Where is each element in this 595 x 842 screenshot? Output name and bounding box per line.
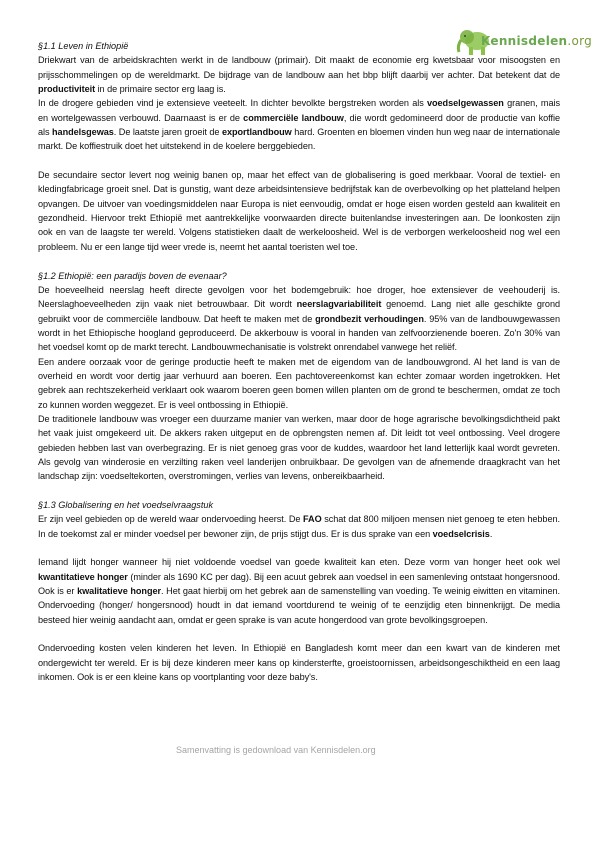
paragraph bbox=[38, 168, 560, 254]
paragraph bbox=[38, 283, 560, 355]
text-run: Driekwart van de arbeidskrachten werkt in de landbouw (primair). Dit maakt de economie erg kwetsbaar voor misoogsten en prijsschommelingen op de wereldmarkt. De bijdrage van de landbouw aan het bbp blijft daarbij ver achter. Dat betekent dat de bbox=[38, 55, 560, 80]
text-run: . 95% van de landbouwgewassen wordt in het Ethiopische hoogland geproduceerd. De akkerbouw is vooral in handen van zelfvoorzienende boeren. Zo'n 30% van het voedsel komt op de markt terecht. Landbouwmechanisatie is volstrekt onrendabel vanwege het reliëf. bbox=[38, 313, 560, 353]
document-body bbox=[38, 39, 560, 684]
paragraph bbox=[38, 512, 560, 541]
bold-term: productiviteit bbox=[38, 84, 96, 95]
paragraph bbox=[38, 641, 560, 684]
bold-term: voedselcrisis bbox=[432, 528, 490, 539]
text-run: De hoeveelheid neerslag heeft directe gevolgen voor het bodemgebruik: hoe droger, hoe extensiever de veehouderij is. Neerslaghoeveelheden zijn vaak niet betrouwbaar. Dit wordt bbox=[38, 284, 560, 310]
paragraph bbox=[38, 53, 560, 96]
bold-term: FAO bbox=[303, 514, 322, 525]
paragraph-gap bbox=[38, 154, 560, 168]
download-watermark: Samenvatting is gedownload van Kennisdelen.org bbox=[176, 745, 376, 755]
text-run: Een andere oorzaak voor de geringe productie heeft te maken met de eigendom van de landbouwgrond. Al het land is van de overheid en wordt voor dertig jaar verhuurd aan boeren. Een pachtovereenkomst kan echter zomaar worden ingetrokken. Het gebrek aan rechtszekerheid verklaart ook waarom boeren geen bomen willen planten om de grond te beschermen, omdat ze toch zo kunnen worden weggezet. Er is veel ontbossing in Ethiopië. bbox=[38, 356, 560, 410]
text-run: De secundaire sector levert nog weinig banen op, maar het effect van de globalisering is goed merkbaar. Vooral de textiel- en kledingfabricage groeit snel. Dat is gunstig, want deze arbeidsintensieve bedrijfstak kan de overbevolking op het platteland helpen opvangen. De uitvoer van voedingsmiddelen naar Europa is niet eenvoudig, omdat er hoge eisen worden gesteld aan kwaliteit en gezondheid. Hiervoor trekt Ethiopië met aantrekkelijke voorwaarden directe buitenlandse investeringen aan. De loonkosten zijn ook en van de laagste ter wereld. Volgens statistieken daalt de werkeloosheid. Wel is de verborgen werkeloosheid nog wel een probleem. Nu er een lange tijd weer vrede is, neemt het aantal toeristen wel toe. bbox=[38, 170, 560, 252]
text-run: In de drogere gebieden vind je extensieve veeteelt. In dichter bevolkte bergstreken worden als bbox=[38, 98, 427, 109]
bold-term: kwantitatieve honger bbox=[38, 571, 128, 582]
text-run: (minder als 1690 KC per dag). Bij een acuut gebrek aan voedsel in een samenleving ontstaat hongersnood. Ook is er bbox=[38, 571, 561, 597]
paragraph bbox=[38, 96, 560, 153]
bold-term: kwalitatieve honger bbox=[77, 586, 162, 597]
paragraph bbox=[38, 412, 560, 484]
section-heading: §1.2 Ethiopië: een paradijs boven de evenaar? bbox=[38, 270, 227, 281]
text-run: granen, mais en wortelgewassen verbouwd. Daarnaast is er de bbox=[38, 98, 560, 123]
text-run: Er zijn veel gebieden op de wereld waar ondervoeding heerst. De bbox=[38, 514, 304, 525]
text-run: in de primaire sector erg laag is. bbox=[95, 84, 226, 95]
section-heading: §1.1 Leven in Ethiopië bbox=[38, 41, 129, 51]
bold-term: handelsgewas bbox=[52, 127, 114, 138]
paragraph bbox=[38, 555, 560, 627]
text-run: . De laatste jaren groeit de bbox=[113, 127, 222, 138]
paragraph-gap bbox=[38, 627, 560, 641]
paragraph bbox=[38, 355, 560, 412]
text-run: Iemand lijdt honger wanneer hij niet voldoende voedsel van goede kwaliteit kan eten. Deze vorm van honger heet ook wel bbox=[38, 557, 560, 568]
logo-text-tld: .org bbox=[567, 34, 593, 48]
bold-term: commerciële landbouw bbox=[243, 112, 344, 123]
paragraph-gap bbox=[38, 541, 560, 555]
text-run: . bbox=[489, 528, 493, 539]
text-run: De traditionele landbouw was vroeger een duurzame manier van werken, maar door de hoge agrarische bevolkingsdichtheid pakt het vaak juist omgekeerd uit. De akkers raken uitgeput en de opbrengsten nemen af. Dit leidt tot veel ontbossing. Veel drogere gebieden hebben last van overbegrazing. Er is niet genoeg gras voor de kuddes, waardoor het land letterlijk kaal wordt gevreten. Als gevolg van winderosie en verzilting raken veel landerijen onbruikbaar. De gevolgen van de afnemende draagkracht van het landschap zijn: voedseltekorten, overstromingen, verlies van levens, onbereikbaarheid. bbox=[38, 413, 560, 482]
bold-term: exportlandbouw bbox=[221, 127, 292, 138]
bold-term: neerslagvariabiliteit bbox=[296, 299, 382, 310]
text-run: . Het gaat hierbij om het gebrek aan de samenstelling van voeding. Te weinig eiwitten en vitaminen. Ondervoeding (honger/ hongersnood) houdt in dat iemand voortdurend te weinig of te eenzijdig eten binnenkrijgt. De media besteed hier weinig aandacht aan, omdat er geen sprake is van acute hongerdood van grote bevolkingsgroepen. bbox=[38, 586, 560, 625]
text-run: schat dat 800 miljoen mensen niet genoeg te eten hebben. In de toekomst zal er minder voedsel per bewoner zijn, de prijs stijgt dus. Er is dus sprake van een bbox=[38, 514, 560, 539]
text-run: hard. Groenten en bloemen vinden hun weg naar de internationale markt. De koffiestruik doet het uitstekend in de koelere berggebieden. bbox=[38, 127, 560, 152]
section-heading: §1.3 Globalisering en het voedselvraagstuk bbox=[38, 500, 214, 510]
bold-term: voedselgewassen bbox=[426, 98, 504, 109]
bold-term: grondbezit verhoudingen bbox=[315, 313, 424, 324]
text-run: Ondervoeding kosten velen kinderen het leven. In Ethiopië en Bangladesh komt meer dan een kwart van de kinderen met ondergewicht ter wereld. Er is bij deze kinderen meer kans op kindersterfte, groeistoornissen, arbeidsongeschiktheid en een laag inkomen. Ook is er een kleine kans op voortplanting voor deze baby's. bbox=[38, 643, 560, 683]
text-run: , die wordt gedomineerd door de productie van koffie als bbox=[38, 112, 560, 138]
paragraph-gap bbox=[38, 484, 560, 498]
paragraph-gap bbox=[38, 254, 560, 268]
logo-text-main: Kennisdelen bbox=[481, 34, 568, 48]
text-run: genoemd. Lang niet alle geschikte grond gebruikt voor de commerciële landbouw. Dat heeft te maken met de bbox=[38, 299, 560, 324]
